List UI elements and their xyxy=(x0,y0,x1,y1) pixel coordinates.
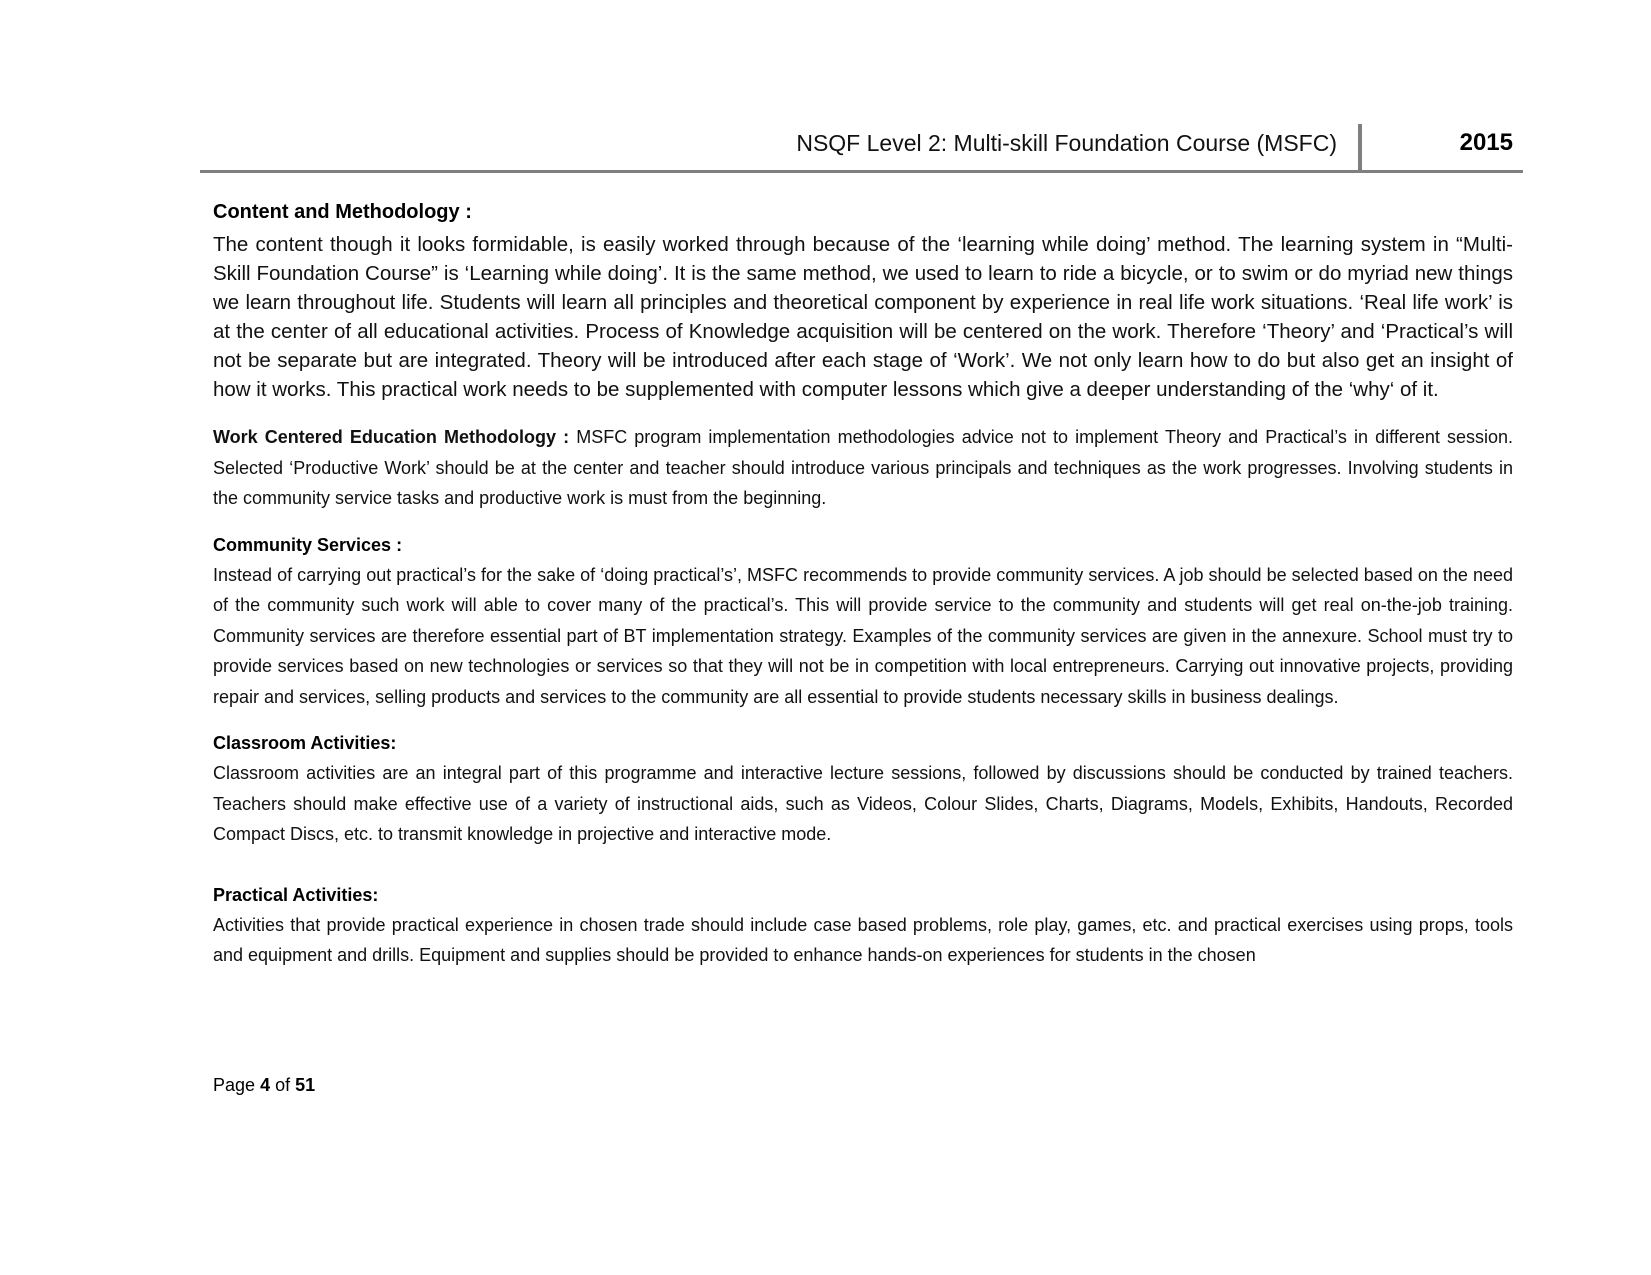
section-heading: Community Services : xyxy=(213,534,403,555)
section-community-services xyxy=(213,532,1513,713)
section-paragraph: Classroom activities are an integral part of this programme and interactive lecture sessions, followed by discussions should be conducted by trained teachers. Teachers should make effective use of a variety of instructional aids, such as Videos, Colour Slides, Charts, Diagrams, Models, Exhibits, Handouts, Recorded Compact Discs, etc. to transmit knowledge in projective and interactive mode. xyxy=(213,763,1513,844)
section-practical-activities xyxy=(213,882,1513,971)
section-work-centered xyxy=(213,422,1513,514)
page-label: Page xyxy=(213,1075,256,1095)
section-heading: Work Centered Education Methodology : xyxy=(213,427,570,447)
section-heading: Practical Activities: xyxy=(213,884,379,905)
total-pages: 51 xyxy=(295,1075,316,1095)
section-paragraph: The content though it looks formidable, is easily worked through because of the ‘learning while doing’ method. The learning system in “Multi-Skill Foundation Course” is ‘Learning while doing’. It is the same method, we used to learn to ride a bicycle, or to swim or do myriad new things we learn throughout life. Students will learn all principles and theoretical component by experience in real life work situations. ‘Real life work’ is at the center of all educational activities. Process of Knowledge acquisition will be centered on the work. Therefore ‘Theory’ and ‘Practical’s will not be separate but are integrated. Theory will be introduced after each stage of ‘Work’. We not only learn how to do but also get an insight of how it works. This practical work needs to be supplemented with computer lessons which give a deeper understanding of the ‘why‘ of it. xyxy=(213,233,1513,401)
section-classroom-activities xyxy=(213,730,1513,850)
section-content-methodology xyxy=(213,198,1513,404)
section-heading: Classroom Activities: xyxy=(213,733,397,753)
section-heading: Content and Methodology : xyxy=(213,201,472,223)
page-number: 4 xyxy=(260,1075,271,1095)
page-header xyxy=(200,124,1523,173)
of-label: of xyxy=(275,1075,291,1095)
document-title: NSQF Level 2: Multi-skill Foundation Course (MSFC) xyxy=(796,130,1337,156)
page-content xyxy=(213,198,1513,989)
section-paragraph: Instead of carrying out practical’s for the sake of ‘doing practical’s’, MSFC recommends to provide community services. A job should be selected based on the need of the community such work will able to cover many of the practical’s. This will provide service to the community and students will get real on-the-job training. Community services are therefore essential part of BT implementation strategy. Examples of the community services are given in the annexure. School must try to provide services based on new technologies or services so that they will not be in competition with local entrepreneurs. Carrying out innovative projects, providing repair and services, selling products and services to the community are all essential to provide students necessary skills in business dealings. xyxy=(213,564,1513,707)
spacer xyxy=(213,868,1513,882)
section-text: MSFC program implementation methodologies advice not to implement Theory and Practical’s in different session. Selected ‘Productive Work’ should be at the center and teacher should introduce various principals and techniques as the work progresses. Involving students in the community service tasks and productive work is must from the beginning. xyxy=(213,427,1513,508)
header-divider xyxy=(1358,124,1362,170)
document-year: 2015 xyxy=(1459,129,1513,156)
section-paragraph: Activities that provide practical experience in chosen trade should include case based problems, role play, games, etc. and practical exercises using props, tools and equipment and drills. Equipment and supplies should be provided to enhance hands-on experiences for students in the chosen xyxy=(213,914,1513,965)
page-footer xyxy=(213,1075,315,1096)
section-paragraph xyxy=(213,422,1513,514)
